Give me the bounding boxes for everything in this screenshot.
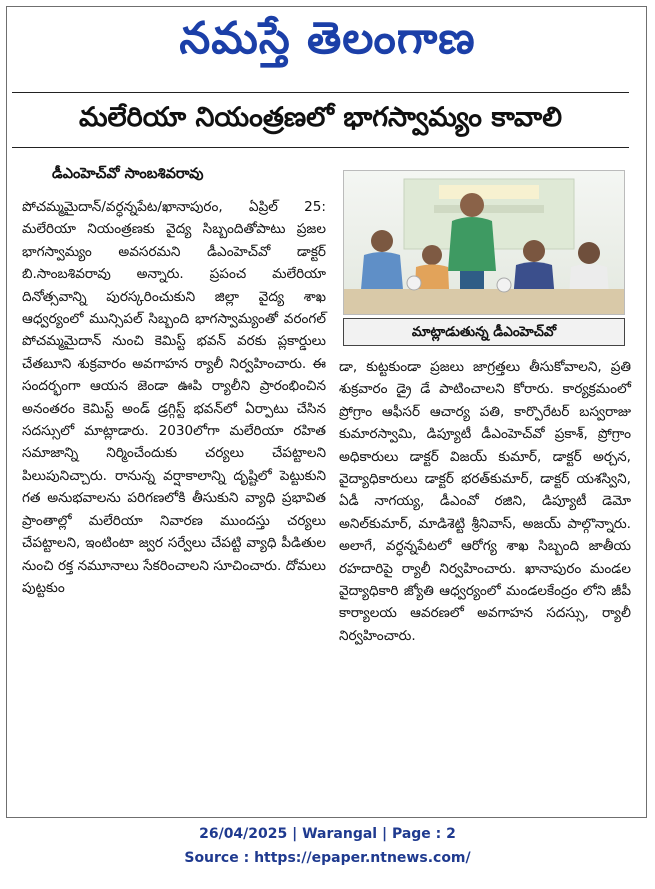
article-column-left bbox=[22, 196, 326, 599]
headline: మలేరియా నియంత్రణలో భాగస్వామ్యం కావాలి bbox=[78, 102, 563, 133]
photo-illustration bbox=[344, 171, 625, 315]
headline-bottom-rule bbox=[12, 147, 629, 148]
edition-date-line: 26/04/2025 | Warangal | Page : 2 bbox=[199, 826, 456, 842]
article-paragraph: డా, కుట్టకుండా ప్రజలు జాగ్రత్తలు తీసుకోవాలని, ప్రతి శుక్రవారం డ్రై డే పాటించాలని కోరారు. కార్యక్రమంలో ప్రోగ్రాం ఆఫీసర్ ఆచార్య పతి, కార్పొరేటర్ బస్వరాజు కుమారస్వామి, డిప్యూటీ డీఎంహెచ్‌వో ప్రకాశ్, ప్రోగ్రాం అధికారులు డాక్టర్ విజయ్ కుమార్, డాక్టర్ అర్చన, వైద్యాధికారులు డాక్టర్ భరత్‌కుమార్, డాక్టర్ యశస్విని, ఏడీ నాగయ్య, డీఎంవో రజిని, డిప్యూటీ డెమో అనిల్‌కుమార్, మాడిశెట్టి శ్రీనివాస్, అజయ్ పాల్గొన్నారు. అలాగే, వర్ధన్నపేటలో ఆరోగ్య శాఖ సిబ్బంది జాతీయ రహదారిపై ర్యాలీ నిర్వహించారు. ఖానాపురం మండల వైద్యాధికారి జ్యోతి ఆధ్వర్యంలో మండలకేంద్రం లోని జీపీ కార్యాలయ ఆవరణలో అవగాహన సదస్సు, ర్యాలీ నిర్వహించారు. bbox=[339, 359, 631, 644]
headline-top-rule bbox=[12, 92, 629, 93]
article-paragraph: పోచమ్మమైదాన్/వర్ధన్నపేట/ఖానాపురం, ఏప్రిల్ 25: మలేరియా నియంత్రణకు వైద్య సిబ్బందితోపాటు ప్రజల భాగస్వామ్యం అవసరమని డీఎంహెచ్‌వో డాక్టర్ బి.సాంబశివరావు అన్నారు. ప్రపంచ మలేరియా దినోత్సవాన్ని పురస్కరించుకుని జిల్లా వైద్య శాఖ ఆధ్వర్యంలో మున్సిపల్ సిబ్బంది భాగస్వామ్యంతో వరంగల్ పోచమ్మమైదాన్ నుంచి కెమిస్ట్ భవన్ వరకు ప్లకార్డులు చేతబూని శుక్రవారం అవగాహన ర్యాలీ నిర్వహించారు. ఈ సందర్భంగా ఆయన జెండా ఊపి ర్యాలీని ప్రారంభించిన అనంతరం కెమిస్ట్ అండ్ డ్రగ్గిస్ట్ భవన్‌లో ఏర్పాటు చేసిన సదస్సులో మాట్లాడారు. 2030లోగా మలేరియా రహిత సమాజాన్ని నిర్మించేందుకు చర్యలు చేపట్టాలని పిలుపునిచ్చారు. రానున్న వర్షాకాలాన్ని దృష్టిలో పెట్టుకుని గత అనుభవాలను పరిగణలోకి తీసుకుని వ్యాధి ప్రభావిత ప్రాంతాల్లో మలేరియా నివారణ ముందస్తు చర్యలు చేపట్టాలని, ఇంటింటా జ్వర సర్వేలు చేపట్టి వ్యాధి పీడితుల నుంచి రక్త నమూనాలు సేకరించాలని సూచించారు. దోమలు పుట్టకుం bbox=[22, 199, 326, 596]
article-photo bbox=[343, 170, 625, 315]
article-column-right bbox=[339, 356, 631, 647]
photo-caption: మాట్లాడుతున్న డీఎంహెచ్‌వో bbox=[343, 318, 625, 346]
byline: డీఎంహెచ్‌వో సాంబశివరావు bbox=[52, 166, 204, 182]
source-line: Source : https://epaper.ntnews.com/ bbox=[184, 850, 471, 866]
masthead: నమస్తే తెలంగాణ bbox=[179, 13, 476, 64]
